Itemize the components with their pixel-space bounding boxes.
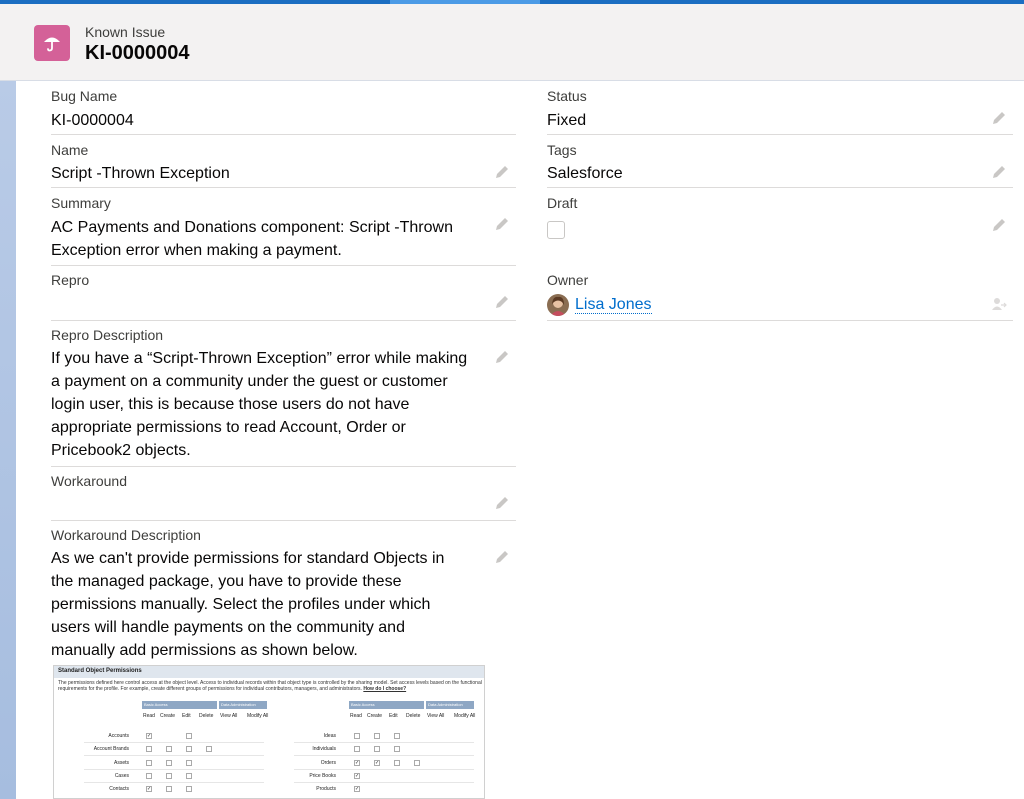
perm-col: Create: [160, 713, 176, 719]
field-value-line: permissions manually. Select the profiles under which: [51, 596, 431, 613]
field-value-line: login user, this is because those users do not have: [51, 396, 410, 413]
perm-col: Delete: [406, 713, 421, 719]
perm-row-divider: [84, 742, 264, 743]
field-value-line: If you have a “Script-Thrown Exception” error while making: [51, 350, 468, 367]
field-value-line: Pricebook2 objects.: [51, 442, 191, 459]
perm-checkbox: [146, 746, 152, 752]
perm-row-divider: [294, 742, 474, 743]
record-detail-panel: [16, 81, 1024, 799]
edit-pencil-icon[interactable]: [494, 294, 510, 310]
perm-checkbox: ✓: [147, 786, 152, 792]
perm-row-label: Ideas: [323, 733, 336, 739]
edit-pencil-icon[interactable]: [494, 349, 510, 365]
field-value-line: Exception error when making a payment.: [51, 242, 342, 259]
field-value: Script -Thrown Exception: [51, 165, 230, 182]
object-type-label: Known Issue: [85, 24, 166, 40]
perm-checkbox: [374, 733, 380, 739]
perm-col: Edit: [182, 713, 191, 719]
perm-checkbox: [146, 773, 152, 779]
perm-row-label: Products: [316, 786, 336, 792]
field-value-line: As we can't provide permissions for standard Objects in: [51, 550, 445, 567]
perm-description: [58, 680, 482, 692]
field-label: Status: [547, 88, 587, 104]
perm-checkbox: [354, 733, 360, 739]
field-value-line: a payment on a community under the guest or customer: [51, 373, 448, 390]
field-value-line: manually add permissions as shown below.: [51, 642, 358, 659]
field-value-line: AC Payments and Donations component: Script -Thrown: [51, 219, 453, 236]
perm-col: View All: [220, 713, 238, 719]
perm-group-data: Data Administration: [426, 701, 474, 709]
edit-pencil-icon[interactable]: [991, 110, 1007, 126]
field-label: Bug Name: [51, 88, 118, 104]
field-name: [51, 135, 516, 188]
perm-row-divider: [294, 769, 474, 770]
field-label: Owner: [547, 272, 589, 288]
perm-row-divider: [84, 782, 264, 783]
perm-checkbox: [394, 760, 400, 766]
perm-checkbox: [206, 746, 212, 752]
help-link: How do I choose?: [363, 686, 407, 692]
field-draft: [547, 188, 1013, 266]
perm-desc-text: The permissions defined here control access at the object level. Access to individual records within that object type is controlled by the sharing model. Set access levels based on the functional requirements for the profile. For example, create different groups of permissions for individual contributors, managers, and administrators.: [58, 680, 482, 692]
umbrella-icon: [34, 25, 70, 61]
perm-row-label: Contacts: [109, 786, 129, 792]
perm-col: Delete: [199, 713, 214, 719]
perm-group-basic: Basic Access: [142, 701, 217, 709]
field-value: KI-0000004: [51, 112, 134, 129]
perm-group-data: Data Administration: [219, 701, 267, 709]
perm-col: Read: [143, 713, 155, 719]
edit-pencil-icon[interactable]: [494, 216, 510, 232]
perm-col: Modify All: [247, 713, 269, 719]
draft-checkbox[interactable]: [547, 221, 565, 239]
edit-pencil-icon[interactable]: [991, 217, 1007, 233]
perm-checkbox: [186, 773, 192, 779]
avatar: [547, 294, 569, 316]
field-value: Salesforce: [547, 165, 623, 182]
perm-row-label: Price Books: [309, 773, 336, 779]
perm-checkbox: [166, 746, 172, 752]
perm-col: Create: [367, 713, 383, 719]
perm-checkbox: [166, 773, 172, 779]
field-label: Draft: [547, 195, 578, 211]
field-label: Summary: [51, 195, 111, 211]
field-value-line: the managed package, you have to provide these: [51, 573, 402, 590]
field-label: Workaround Description: [51, 527, 201, 543]
edit-pencil-icon[interactable]: [991, 164, 1007, 180]
field-label: Repro Description: [51, 327, 164, 343]
perm-row-divider: [294, 782, 474, 783]
page-title: KI-0000004: [85, 42, 190, 64]
perm-row-label: Orders: [320, 760, 336, 766]
perm-checkbox: ✓: [355, 773, 360, 779]
perm-row-label: Assets: [113, 760, 129, 766]
perm-checkbox: ✓: [355, 786, 360, 792]
perm-checkbox: ✓: [375, 760, 380, 766]
perm-checkbox: [166, 786, 172, 792]
perm-row-label: Individuals: [312, 746, 336, 752]
background-strip: [0, 81, 16, 799]
field-label: Repro: [51, 272, 90, 288]
perm-checkbox: [186, 733, 192, 739]
perm-checkbox: [186, 786, 192, 792]
field-repro-description: [51, 321, 516, 467]
perm-checkbox: [414, 760, 420, 766]
field-label: Tags: [547, 142, 577, 158]
perm-checkbox: ✓: [355, 760, 360, 766]
edit-pencil-icon[interactable]: [494, 549, 510, 565]
perm-row-divider: [294, 755, 474, 756]
perm-checkbox: [394, 746, 400, 752]
owner-name[interactable]: Lisa Jones: [575, 296, 652, 313]
field-value-line: appropriate permissions to read Account, Order or: [51, 419, 406, 436]
field-summary: [51, 188, 516, 266]
change-owner-icon[interactable]: [991, 296, 1007, 312]
perm-checkbox: [374, 746, 380, 752]
field-owner: [547, 266, 1013, 321]
edit-pencil-icon[interactable]: [494, 164, 510, 180]
perm-col: Modify All: [454, 713, 476, 719]
permissions-screenshot-image: [53, 665, 485, 799]
perm-checkbox: ✓: [147, 733, 152, 739]
perm-group-basic: Basic Access: [349, 701, 424, 709]
perm-title: Standard Object Permissions: [54, 666, 485, 678]
perm-col: Read: [350, 713, 362, 719]
perm-row-divider: [84, 769, 264, 770]
perm-col: Edit: [389, 713, 398, 719]
perm-checkbox: [186, 760, 192, 766]
edit-pencil-icon[interactable]: [494, 495, 510, 511]
owner-link[interactable]: [575, 293, 652, 316]
perm-checkbox: [146, 760, 152, 766]
field-label: Name: [51, 142, 89, 158]
field-workaround: [51, 467, 516, 521]
perm-row-divider: [84, 755, 264, 756]
perm-checkbox: [394, 733, 400, 739]
field-value-line: users will handle payments on the community and: [51, 619, 405, 636]
perm-checkbox: [186, 746, 192, 752]
perm-checkbox: [166, 760, 172, 766]
perm-row-label: Cases: [114, 773, 129, 779]
field-value: Fixed: [547, 112, 587, 129]
field-label: Workaround: [51, 473, 128, 489]
field-bug-name: [51, 81, 516, 135]
perm-row-label: Account Brands: [93, 746, 129, 752]
perm-col: View All: [427, 713, 445, 719]
record-header: [0, 4, 1024, 81]
perm-checkbox: [354, 746, 360, 752]
field-repro: [51, 266, 516, 321]
field-status: [547, 81, 1013, 135]
field-tags: [547, 135, 1013, 188]
perm-row-label: Accounts: [108, 733, 129, 739]
